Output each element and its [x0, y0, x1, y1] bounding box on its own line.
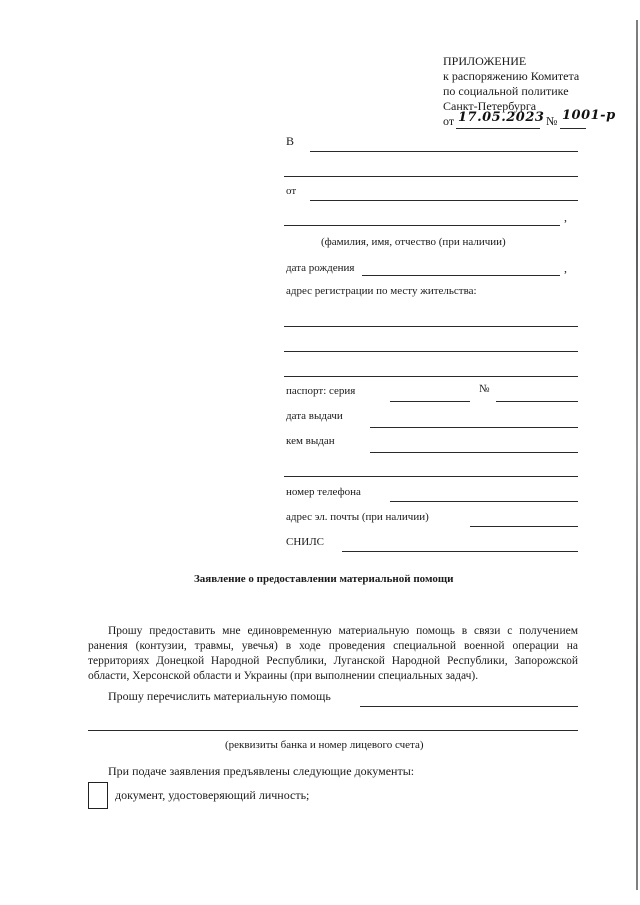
appendix-title: ПРИЛОЖЕНИЕ: [443, 54, 527, 68]
appendix-number-label: №: [546, 114, 558, 128]
birth-date-field[interactable]: [362, 275, 560, 276]
request-paragraph: Прошу предоставить мне единовременную материальную помощь в связи с получением ранения (контузии, травмы, увечья) в ходе проведения специальной военной операции на территориях Донецкой Народной Республики, Луганской Народной Республики, Запорожской области, Херсонской области и Украины (при выполнении специальных задач).: [88, 625, 578, 682]
transfer-field[interactable]: [360, 706, 578, 707]
passport-number-field[interactable]: [496, 401, 578, 402]
bank-details-field[interactable]: [88, 730, 578, 731]
issued-by-field-2[interactable]: [284, 476, 578, 477]
documents-intro: При подаче заявления предъявлены следующие документы:: [108, 764, 415, 778]
identity-doc-label: документ, удостоверяющий личность;: [115, 788, 310, 802]
number-line: [560, 128, 586, 129]
address-field-1[interactable]: [284, 326, 578, 327]
passport-number-label: №: [479, 383, 490, 395]
phone-label: номер телефона: [286, 486, 361, 498]
email-label: адрес эл. почты (при наличии): [286, 511, 429, 523]
birth-comma: ,: [564, 261, 567, 275]
passport-series-field[interactable]: [390, 401, 470, 402]
from-label: от: [286, 185, 297, 197]
appendix-line-3: Санкт-Петербурга: [443, 99, 537, 113]
address-field-3[interactable]: [284, 376, 578, 377]
handwritten-date: 17.05.2023: [458, 110, 545, 125]
issued-by-label: кем выдан: [286, 435, 335, 447]
phone-field[interactable]: [390, 501, 578, 502]
snils-label: СНИЛС: [286, 536, 325, 548]
issued-by-field[interactable]: [370, 452, 578, 453]
appendix-line-1: к распоряжению Комитета: [443, 69, 580, 83]
snils-field[interactable]: [342, 551, 578, 552]
email-field[interactable]: [470, 526, 578, 527]
bank-hint: (реквизиты банка и номер лицевого счета): [225, 739, 424, 751]
appendix-date-label: от: [443, 114, 455, 128]
transfer-label: Прошу перечислить материальную помощь: [108, 689, 331, 703]
fio-hint: (фамилия, имя, отчество (при наличии): [321, 236, 506, 248]
scan-edge: [636, 20, 638, 890]
document-title: Заявление о предоставлении материальной помощи: [194, 573, 454, 585]
identity-checkbox[interactable]: [88, 782, 108, 809]
to-field-2[interactable]: [284, 176, 578, 177]
issue-date-field[interactable]: [370, 427, 578, 428]
address-label: адрес регистрации по месту жительства:: [286, 285, 477, 297]
fio-field[interactable]: [284, 225, 560, 226]
fio-comma: ,: [564, 210, 567, 224]
appendix-line-2: по социальной политике: [443, 84, 569, 98]
address-field-2[interactable]: [284, 351, 578, 352]
birth-date-label: дата рождения: [286, 262, 355, 274]
issue-date-label: дата выдачи: [286, 410, 343, 422]
passport-series-label: паспорт: серия: [286, 385, 356, 397]
date-line: [456, 128, 540, 129]
to-label: В: [286, 134, 295, 148]
handwritten-number: 1001-р: [562, 108, 616, 123]
from-field[interactable]: [310, 200, 578, 201]
to-field[interactable]: [310, 151, 578, 152]
